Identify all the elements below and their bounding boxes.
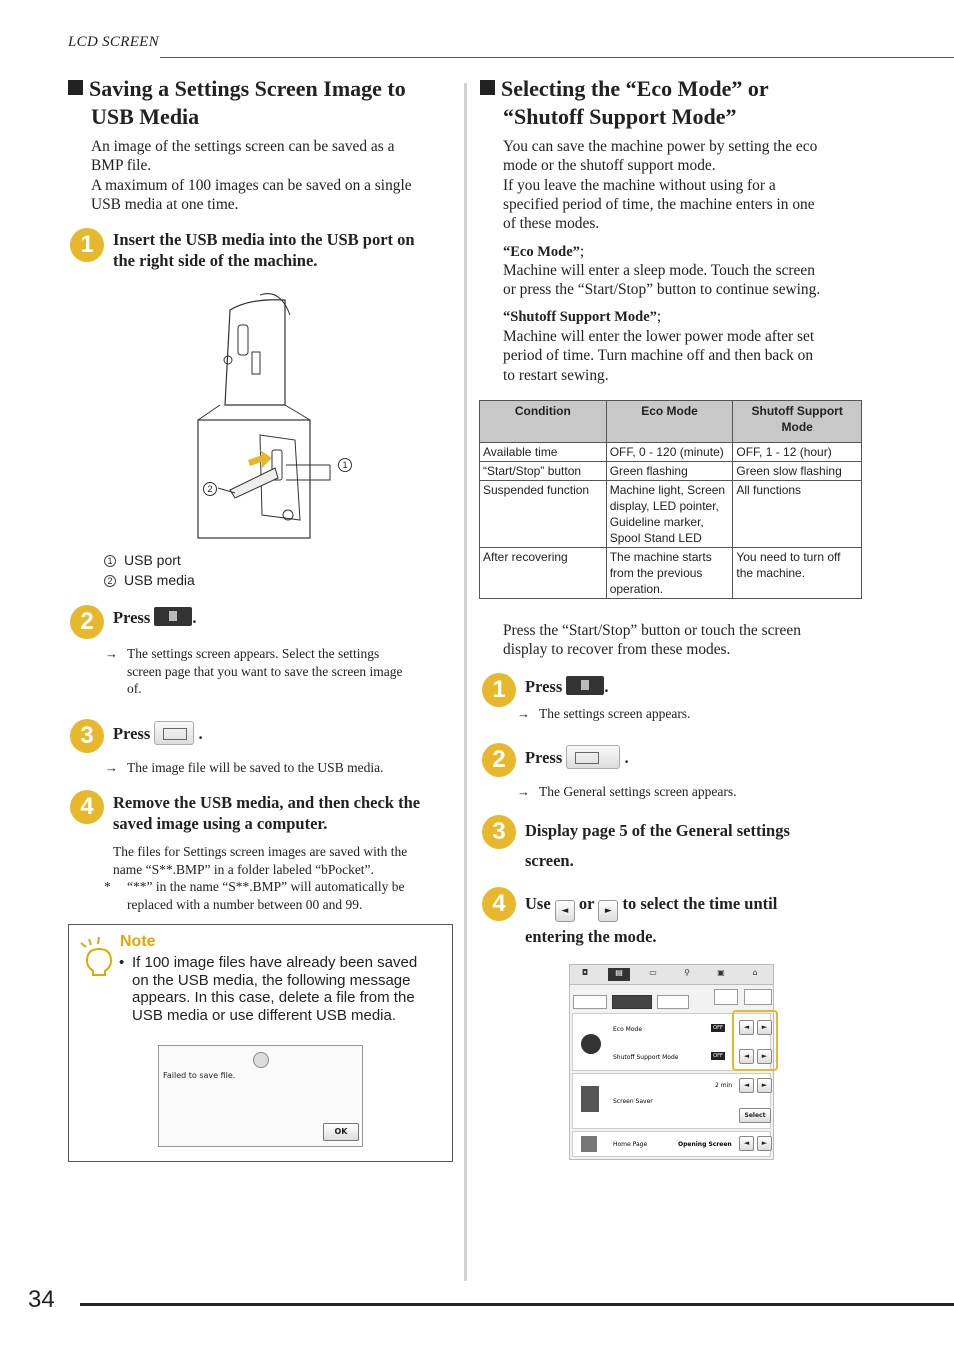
home-icon[interactable]: ⌂	[752, 968, 758, 977]
save-image-button[interactable]	[744, 989, 772, 1005]
table-cell: Green flashing	[606, 462, 733, 481]
right-step-2-title: Press .	[525, 745, 629, 769]
right-heading-line2: “Shutoff Support Mode”	[503, 104, 737, 129]
square-bullet-icon	[68, 80, 83, 95]
left-arrow-button-icon[interactable]: ◄	[555, 900, 575, 922]
eco-mode-text: Machine will enter a sleep mode. Touch the screen or press the “Start/Stop” button to continue sewing.	[503, 262, 821, 299]
step-3-badge: 3	[482, 815, 516, 849]
table-row	[480, 548, 862, 599]
shutoff-mode-heading: “Shutoff Support Mode”;	[503, 308, 662, 325]
step-3-badge: 3	[70, 719, 104, 753]
left-step-2-title: Press .	[113, 608, 197, 627]
note-title: Note	[120, 933, 156, 950]
eco-increase-button[interactable]: ►	[757, 1020, 772, 1035]
column-separator	[464, 83, 467, 1281]
home-increase-button[interactable]: ►	[757, 1136, 772, 1151]
saver-increase-button[interactable]: ►	[757, 1078, 772, 1093]
home-page-icon	[581, 1136, 597, 1152]
needle-icon[interactable]: ⚲	[684, 968, 690, 977]
table-header: Eco Mode	[606, 401, 733, 443]
eraser-button[interactable]	[714, 989, 738, 1005]
dialog-message: Failed to save file.	[163, 1071, 236, 1080]
shutoff-decrease-button[interactable]: ◄	[739, 1049, 754, 1064]
right-step-3-title: Display page 5 of the General settings screen.	[525, 821, 790, 870]
table-header-row	[480, 401, 862, 443]
eco-decrease-button[interactable]: ◄	[739, 1020, 754, 1035]
settings-button-icon[interactable]	[566, 676, 604, 695]
home-decrease-button[interactable]: ◄	[739, 1136, 754, 1151]
table-row	[480, 481, 862, 548]
table-row	[480, 443, 862, 462]
step-2-badge: 2	[482, 743, 516, 777]
screen-saver-label: Screen Saver	[613, 1098, 653, 1105]
note-text: If 100 image files have already been saved on the USB media, the following message appears. In this case, delete a file from the USB media or use different USB media.	[132, 954, 418, 1024]
sad-face-icon	[253, 1052, 269, 1068]
table-cell: Available time	[480, 443, 607, 462]
eco-mode-heading: “Eco Mode”;	[503, 243, 585, 260]
table-cell: All functions	[733, 481, 862, 548]
legend-usb-media: 2 USB media	[104, 572, 195, 588]
running-title: LCD SCREEN	[68, 34, 159, 50]
right-intro: You can save the machine power by setting the eco mode or the shutoff support mode. If you leave the machine without using for a specified period of time, the machine enters in one of these modes.	[503, 138, 818, 233]
table-cell: Suspended function	[480, 481, 607, 548]
page-tab-3[interactable]	[657, 995, 689, 1009]
step-4-badge: 4	[482, 887, 516, 921]
table-cell: Machine light, Screen display, LED pointer, Guideline marker, Spool Stand LED	[606, 481, 733, 548]
eco-mode-value: OFF	[711, 1024, 725, 1032]
step-2-badge: 2	[70, 605, 104, 639]
home-page-value: Opening Screen	[678, 1141, 732, 1148]
left-step-1-title: Insert the USB media into the USB port on the right side of the machine.	[113, 230, 415, 270]
general-settings-button-icon[interactable]	[566, 745, 620, 769]
error-dialog	[158, 1045, 363, 1147]
square-bullet-icon	[480, 80, 495, 95]
select-button[interactable]: Select	[739, 1108, 771, 1123]
home-page-row	[572, 1131, 771, 1157]
note-bullet: •	[119, 954, 125, 971]
shutoff-mode-value: OFF	[711, 1052, 725, 1060]
mode-comparison-table	[479, 400, 862, 599]
table-header: Condition	[480, 401, 607, 443]
note-box	[68, 924, 453, 1162]
table-header: Shutoff Support Mode	[733, 401, 862, 443]
left-heading: Saving a Settings Screen Image to	[68, 75, 406, 103]
lcd-tab-bar	[570, 965, 773, 985]
arrow-buttons-highlight	[732, 1010, 778, 1071]
legend-usb-port: 1 USB port	[104, 552, 181, 568]
table-cell: You need to turn off the machine.	[733, 548, 862, 599]
camera-icon[interactable]: ◘	[581, 968, 589, 977]
screen-saver-row	[572, 1073, 771, 1129]
right-step-1-result: The settings screen appears.	[539, 706, 691, 721]
header-rule	[160, 57, 954, 58]
table-cell: The machine starts from the previous operation.	[606, 548, 733, 599]
save-screen-image-button-icon[interactable]	[154, 721, 194, 745]
right-step-2-result: The General settings screen appears.	[539, 784, 737, 799]
lightbulb-icon	[79, 937, 115, 977]
step-1-badge: 1	[70, 228, 104, 262]
step-1-badge: 1	[482, 673, 516, 707]
screen-saver-value: 2 min	[715, 1082, 733, 1089]
page-number: 34	[28, 1286, 55, 1313]
table-cell: Green slow flashing	[733, 462, 862, 481]
right-arrow-button-icon[interactable]: ►	[598, 900, 618, 922]
footer-rule	[80, 1303, 954, 1306]
callout-1: 1	[338, 458, 352, 472]
shutoff-increase-button[interactable]: ►	[757, 1049, 772, 1064]
left-step-2-result: The settings screen appears. Select the settings screen page that you want to save the screen image of.	[127, 646, 403, 696]
table-cell: After recovering	[480, 548, 607, 599]
right-step-1-title: Press .	[525, 677, 609, 696]
left-heading-line2: USB Media	[91, 104, 200, 129]
arrow-icon: →	[517, 784, 530, 799]
step-4-badge: 4	[70, 790, 104, 824]
table-cell: “Start/Stop” button	[480, 462, 607, 481]
screen-saver-icon	[581, 1086, 599, 1112]
after-table-text: Press the “Start/Stop” button or touch the screen display to recover from these modes.	[503, 622, 801, 659]
left-step-3-title: Press .	[113, 721, 203, 745]
home-page-label: Home Page	[613, 1141, 648, 1148]
eco-mode-icon	[581, 1034, 601, 1054]
saver-decrease-button[interactable]: ◄	[739, 1078, 754, 1093]
shutoff-mode-text: Machine will enter the lower power mode after set period of time. Turn machine off and then back on to restart sewing.	[503, 328, 815, 384]
table-row	[480, 462, 862, 481]
right-step-4-title: Use ◄ or ► to select the time until entering the mode.	[525, 894, 778, 946]
left-step-4-footnote: “**” in the name “S**.BMP” will automatically be replaced with a number between 00 and 99.	[127, 879, 405, 912]
right-heading: Selecting the “Eco Mode” or	[480, 75, 769, 103]
shutoff-mode-label: Shutoff Support Mode	[613, 1054, 679, 1061]
footnote-mark: *	[104, 879, 111, 894]
eco-mode-label: Eco Mode	[613, 1026, 643, 1033]
left-step-3-result: The image file will be saved to the USB media.	[127, 760, 384, 775]
arrow-icon: →	[105, 646, 118, 661]
ok-button[interactable]: OK	[323, 1123, 359, 1141]
lock-icon[interactable]: ▣	[717, 968, 725, 977]
page-tab-1[interactable]	[573, 995, 607, 1009]
arrow-icon: →	[517, 706, 530, 721]
usb-port-illustration	[190, 290, 360, 545]
page-tab-2[interactable]	[612, 995, 652, 1009]
left-step-4-body: The files for Settings screen images are saved with the name “S**.BMP” in a folder labeled “bPocket”.	[113, 844, 408, 877]
arrow-icon: →	[105, 760, 118, 775]
callout-2: 2	[203, 482, 217, 496]
left-intro: An image of the settings screen can be saved as a BMP file. A maximum of 100 images can be saved on a single USB media at one time.	[91, 138, 412, 213]
left-step-4-title: Remove the USB media, and then check the saved image using a computer.	[113, 793, 421, 833]
help-icon[interactable]: ▭	[649, 968, 657, 977]
table-cell: OFF, 1 - 12 (hour)	[733, 443, 862, 462]
settings-button-icon[interactable]	[154, 607, 192, 626]
settings-tab-icon[interactable]: ▤	[608, 968, 630, 981]
table-cell: OFF, 0 - 120 (minute)	[606, 443, 733, 462]
